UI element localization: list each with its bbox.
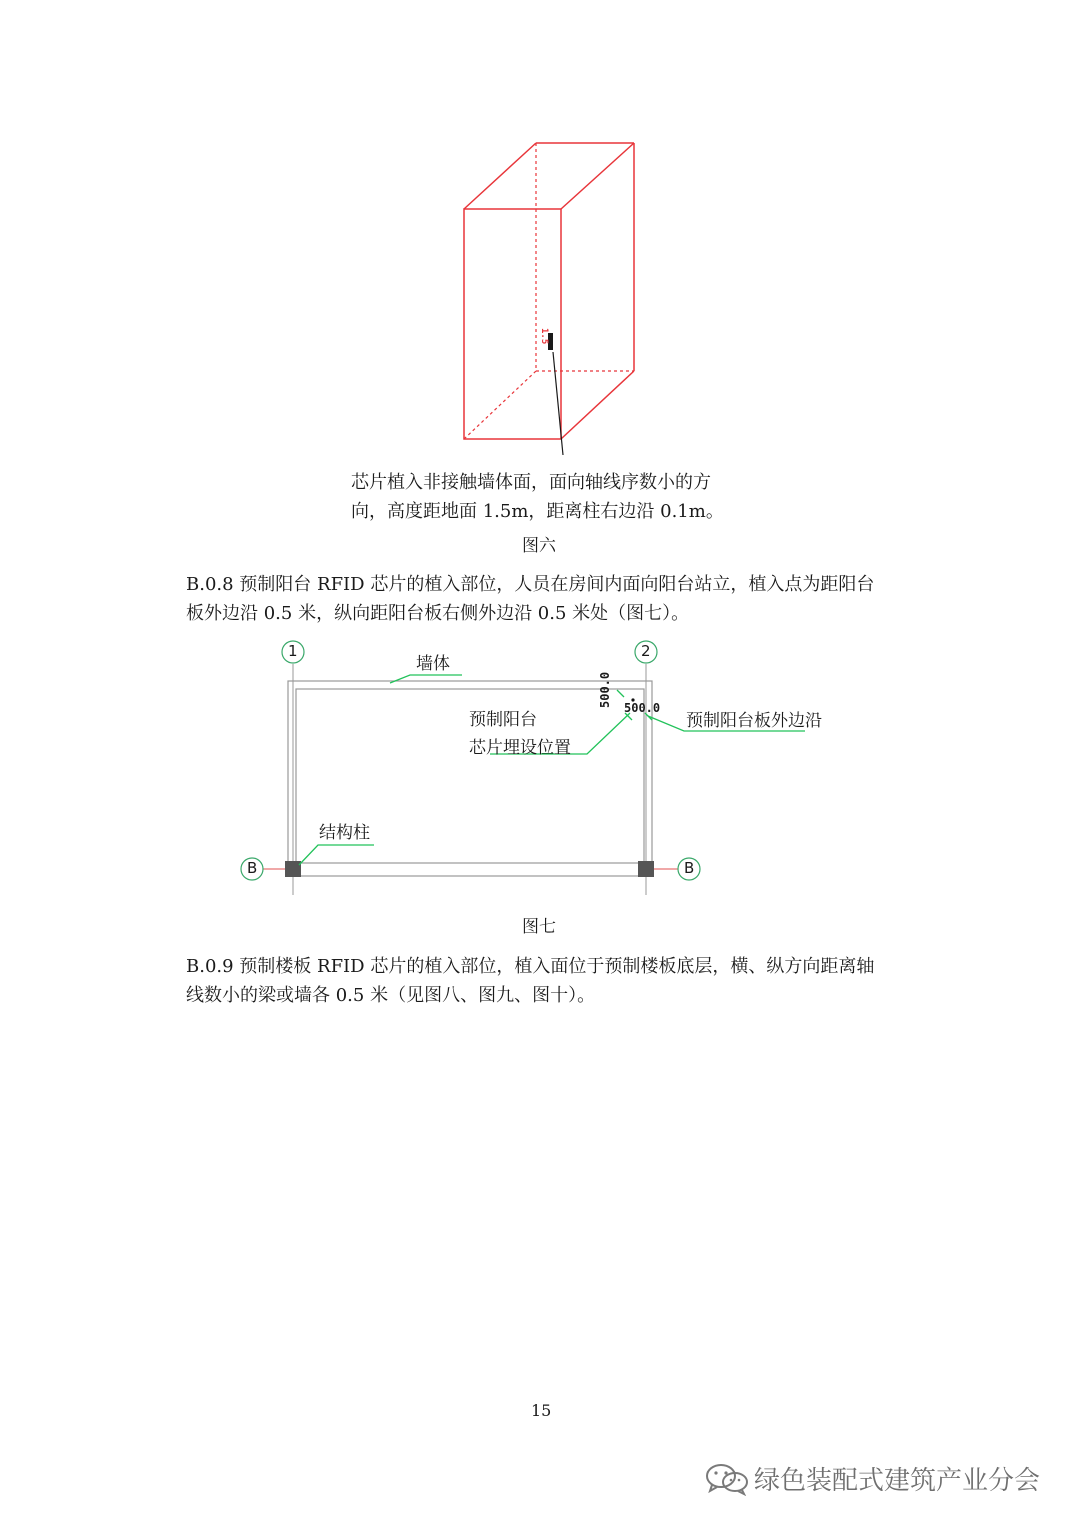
watermark-text: 绿色装配式建筑产业分会 [754, 1466, 1041, 1496]
page-number: 15 [531, 1401, 552, 1420]
chip-location-label-line-2: 芯片埋设位置 [469, 738, 571, 758]
section-b08-line-1: B.0.8 预制阳台 RFID 芯片的植入部位，人员在房间内面向阳台站立，植入点为距阳台 [186, 574, 875, 595]
section-b09-line-2: 线数小的梁或墙各 0.5 米（见图八、图九、图十）。 [186, 985, 596, 1006]
structural-column-left [285, 861, 301, 877]
figure-6-caption-line-2: 向，高度距地面 1.5m，距离柱右边沿 0.1m。 [351, 501, 724, 522]
wall-label: 墙体 [416, 654, 450, 674]
figure-6-title: 图六 [522, 536, 556, 556]
dimension-vertical: 500.0 [598, 671, 612, 708]
balcony-edge-label: 预制阳台板外边沿 [686, 711, 822, 731]
chip-height-label: 1.5 [539, 328, 549, 345]
axis-b-right-label: B [684, 859, 695, 877]
structural-column-right [638, 861, 654, 877]
section-b08-line-2: 板外边沿 0.5 米，纵向距阳台板右侧外边沿 0.5 米处（图七）。 [186, 603, 690, 624]
axis-b-left-label: B [247, 859, 258, 877]
dimension-horizontal: 500.0 [624, 701, 661, 715]
structural-column-label: 结构柱 [319, 823, 370, 843]
axis-2-label: 2 [641, 642, 651, 660]
section-b09-line-1: B.0.9 预制楼板 RFID 芯片的植入部位，植入面位于预制楼板底层，横、纵方向距离轴 [186, 956, 875, 977]
figure-6-caption-line-1: 芯片植入非接触墙体面，面向轴线序数小的方 [351, 472, 711, 493]
axis-1-label: 1 [288, 642, 298, 660]
chip-location-label-line-1: 预制阳台 [469, 710, 537, 730]
figure-6-drawing [440, 130, 660, 470]
figure-7-drawing [230, 630, 850, 910]
wechat-icon [704, 1462, 750, 1500]
figure-7-title: 图七 [522, 917, 556, 937]
